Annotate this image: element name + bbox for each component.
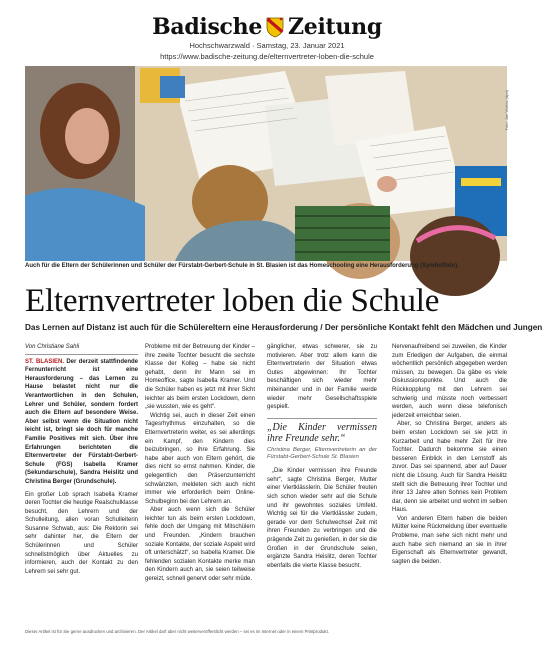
coat-of-arms-icon <box>265 16 285 38</box>
paragraph: Ein großer Lob sprach Isabella Kramer deren Tochter die heutige Realschulklasse besucht, den Lehrern und der Schulleitung, allen voran Schulleiterin Susanne Schwab, aus: Die Rektorin sei sehr dahinter her, die Eltern der Schülerinnen und Schüler schnellstmöglich über Aktuelles zu informieren, auch der Kontakt zu den Lehrern sei sehr gut. <box>25 491 138 575</box>
paragraph: Aber auch wenn sich die Schüler leichter tun als beim ersten Lockdown, fehle doch der Umgang mit Mitschülern und Freunden. „Kindern brauchen soziale Kontakte, der soziale Aspekt wird oft unterschätzt“, so Isabella Kramer. Die fehlenden sozialen Kontakte merke man den Kindern auch an, sie seien teilweise gereizt, schnell genervt oder sehr müde. <box>145 507 255 583</box>
masthead <box>0 0 534 66</box>
divider <box>267 418 377 419</box>
copyright-notice: Dieser Artikel ist für Sie gerne ausdrucken und archivieren. Der Artikel darf aber nicht weiterveröffentlicht werden – sei es im Internet oder in einem Printprodukt. <box>25 629 329 634</box>
article-lead <box>25 358 138 487</box>
article-column-2 <box>145 343 255 583</box>
paragraph: Wichtig sei, auch in dieser Zeit einen Tagesrhythmus einzuhalten, so die Elternvertreterin weiter, es sei allerdings ein Kampf, den Kindern dies beizubringen, so ihre Erfahrung. Sie habe aber auch von Eltern gehört, die dies nicht so ernst nahmen. Kinder, die gelegentlich den Präsenzunterricht schwänzten, meldeten sich auch nicht immer wie erforderlich beim Online-Schulbeginn bei den Lehrern an. <box>145 412 255 505</box>
logo-name-right: Zeitung <box>288 14 382 40</box>
article-url[interactable]: https://www.badische-zeitung.de/elternvertreter-loben-die-schule <box>160 52 374 61</box>
paragraph: Von anderen Eltern haben die beiden Mütter keine Rückmeldung über eventuelle Probleme, man sehe sich nicht mehr und auch habe sich niemand an sie in ihrer Eigenschaft als Elternvertreter gewandt, sagten die beiden. <box>392 515 507 565</box>
article-photo <box>25 66 507 261</box>
newspaper-logo <box>0 14 534 40</box>
edition-line: Hochschwarzwald · Samstag, 23. Januar 2021 <box>189 41 345 50</box>
paragraph: Nervenaufreibend sei zuweilen, die Kinder zum Erledigen der Aufgaben, die einmal wöchentlich persönlich abgegeben werden müssen, zu bewegen. Da gäbe es viele Diskussionspunkte. Und auch die Rückkopplung mit den Lehrern sei schwierig und müsste noch verbessert werden, auch wenn diese telefonisch jederzeit erreichbar seien. <box>392 344 507 419</box>
article-subline: Das Lernen auf Distanz ist auch für die Schülereltern eine Herausforderung / Der persönliche Kontakt fehlt den Mädchen und Jungen <box>25 323 542 332</box>
photo-caption: Auch für die Eltern der Schülerinnen und Schüler der Fürstabt-Gerbert-Schule in St. Blasien ist das Homeschooling eine Herausforderung (Symbolfoto). <box>25 263 459 269</box>
logo-name-left: Badische <box>152 14 263 40</box>
lead-text: Der derzeit stattfindende Fernunterricht ist eine Herausforderung – das Lernen zu Hause belastet nicht nur die Verantwortlichen in den Schulen, Lehrer und Schüler, sondern fordert auch die Eltern auf besondere Weise. Aber selbst wenn die Situation nicht leicht ist, bringt sie doch für manche Familie Positives mit sich. Über ihre Erfahrungen berichteten die Elternvertreter der Fürstabt-Gerbert-Schule (FGS) Isabella Kramer (Sekundarschule), Sandra Heislitz und Christina Berger (Grundschule). <box>25 358 138 485</box>
paragraph: „Die Kinder vermissen ihre Freunde sehr“, sagte Christina Berger, Mutter einer Viertklässlerin. Die Schüler freuten sich schon wieder sehr auf die Schule und ihr gewohntes soziales Umfeld. Wichtig sei für die Viertklässler zudem, gerade vor dem Schulwechsel Zeit mit ihren Freunden zu verbringen und die prägende Zeit zu genießen, in der sie die Großen in der Grundschule seien, ergänzte Sandra Heislitz, deren Tochter ebenfalls die vierte Klasse besucht. <box>267 468 377 569</box>
pull-quote <box>267 414 377 462</box>
article-column-4 <box>392 343 507 565</box>
dateline: ST. BLASIEN. <box>25 358 64 365</box>
photo-illustration <box>25 66 507 261</box>
paragraph: gänglicher, etwas schwerer, sie zu motivieren. Aber trotz allem kann die Elternvertreterin der Situation etwas Gutes abgewinnen: Ihr Tochter beschäftigen sich wieder mehr miteinander und in der Familie werde wieder mehr Gesellschaftsspiele gespielt. <box>267 344 377 411</box>
paragraph: Probleme mit der Betreuung der Kinder – ihre zweite Tochter besucht die sechste Klasse der Kolleg – habe sie nicht gehabt, denn ihr Mann sei im Homeoffice, sagte Isabella Kramer. Und die Schüler haben es jetzt mit ihrer Sicht leichter als beim ersten Lockdown, denn „sie wussten, wie es geht“. <box>145 344 255 411</box>
pull-quote-source: Christina Berger, Elternvertreterin an der Fürstabt-Gerbert-Schule St. Blasien <box>267 447 377 461</box>
article-column-3 <box>267 343 377 569</box>
author-byline: Von Christiane Sahli <box>25 343 138 355</box>
paragraph: Aber, so Christina Berger, anders als beim ersten Lockdown sei sie jetzt in Kurzarbeit und habe mehr Zeit für ihre Tochter. Dadurch bekomme sie einen besseren Einblick in den Lernstoff als zuvor. Das sei spannend, aber auf Dauer nicht die Lösung. Auch für Sandra Heislitz stellt sich die Betreuung ihrer Tochter und ihrer 13 Jahre alten Sohnes kein Problem dar, denn sie arbeitet und wohnt im selben Haus. <box>392 421 507 514</box>
pull-quote-text: „Die Kinder vermissen ihre Freunde sehr.“ <box>267 422 377 445</box>
photo-credit: Foto: Jan Woitas (dpa) <box>504 90 509 131</box>
article-headline: Elternvertreter loben die Schule <box>25 283 440 319</box>
article-column-1 <box>25 343 138 575</box>
